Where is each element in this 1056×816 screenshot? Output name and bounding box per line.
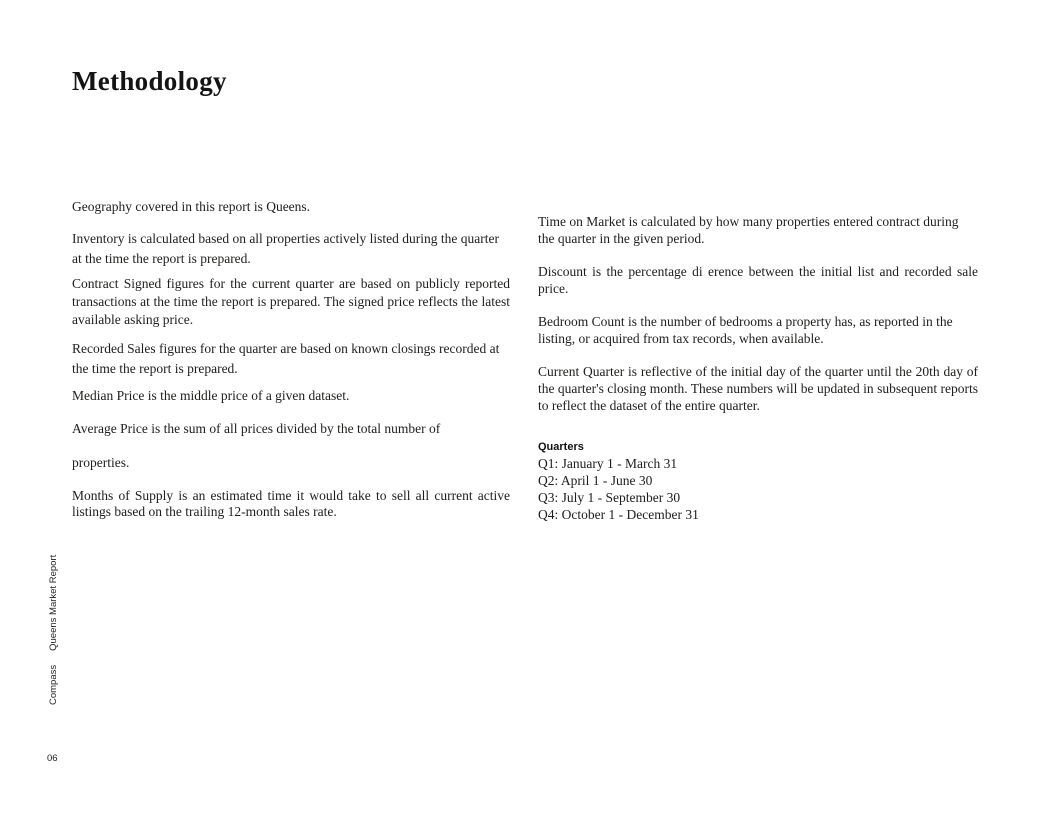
paragraph: Contract Signed figures for the current quarter are based on publicly reported transactions at the time the report is prepared. The signed price reflects the latest available asking price. bbox=[72, 276, 510, 327]
paragraph: Discount is the percentage di erence between the initial list and recorded sale price. bbox=[538, 264, 978, 296]
paragraph: Median Price is the middle price of a given dataset. bbox=[72, 388, 350, 403]
paragraph: Recorded Sales figures for the quarter are based on known closings recorded at the time the report is prepared. bbox=[72, 341, 500, 376]
quarter-item: Q2: April 1 - June 30 bbox=[538, 473, 653, 488]
page-number: 06 bbox=[47, 753, 58, 764]
paragraph: Bedroom Count is the number of bedrooms a property has, as reported in the listing, or acquired from tax records, when available. bbox=[538, 314, 953, 346]
page-title: Methodology bbox=[72, 66, 227, 96]
sidebar-brand: Compass bbox=[48, 664, 59, 705]
paragraph: Geography covered in this report is Queens. bbox=[72, 199, 311, 214]
quarter-item: Q3: July 1 - September 30 bbox=[538, 490, 681, 505]
quarter-item: Q4: October 1 - December 31 bbox=[538, 507, 699, 522]
quarters-heading: Quarters bbox=[538, 441, 584, 453]
left-column bbox=[72, 197, 510, 520]
paragraph: Average Price is the sum of all prices divided by the total number of bbox=[72, 421, 441, 436]
paragraph: Time on Market is calculated by how many properties entered contract during the quarter in the given period. bbox=[538, 214, 959, 246]
quarters-section bbox=[538, 441, 978, 523]
paragraph: Current Quarter is reflective of the initial day of the quarter until the 20th day of the quarter's closing month. These numbers will be updated in subsequent reports to reflect the dataset of the entire quarter. bbox=[538, 364, 978, 413]
paragraph: properties. bbox=[72, 455, 130, 470]
quarter-item: Q1: January 1 - March 31 bbox=[538, 456, 678, 471]
right-column bbox=[538, 213, 978, 523]
paragraph: Inventory is calculated based on all properties actively listed during the quarter at the time the report is prepared. bbox=[72, 231, 499, 266]
paragraph: Months of Supply is an estimated time it would take to sell all current active listings based on the trailing 12-month sales rate. bbox=[72, 488, 510, 519]
sidebar-vertical-text bbox=[48, 555, 59, 705]
sidebar-report-title: Queens Market Report bbox=[48, 554, 59, 651]
